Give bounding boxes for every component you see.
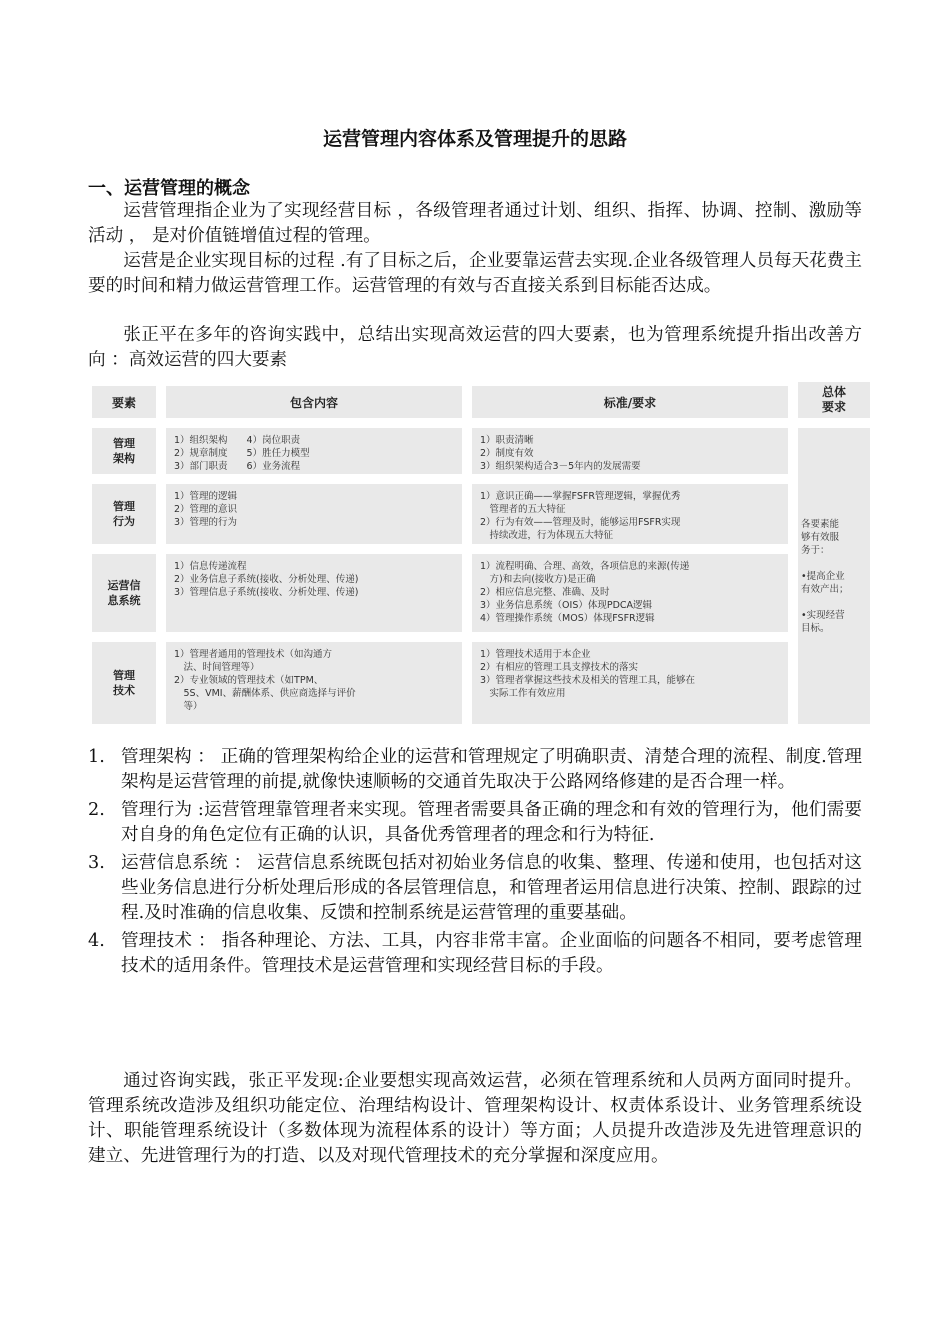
four-elements-figure [92,382,870,724]
list-item [88,798,862,848]
figure-row-standard: 1）流程明确、合理、高效，各项信息的来源(传递 方)和去向(接收方)是正确 2）相应信息完整、准确、及时 3）业务信息系统（OIS）体现PDCA逻辑 4）管理操作系统（MOS）体现FSFR逻辑 [472,554,788,632]
list-item-text: 管理技术 ： 指各种理论、方法、工具，内容非常丰富。企业面临的问题各不相同，要考虑管理技术的适用条件。管理技术是运营管理和实现经营目标的手段。 [121,931,862,976]
four-elements-list [88,745,862,982]
list-item [88,745,862,795]
figure-row-label: 运营信 息系统 [92,554,156,632]
figure-row-label: 管理 架构 [92,428,156,474]
list-item-number: 3. [88,853,105,873]
figure-row-label: 管理 技术 [92,642,156,724]
list-item-number: 1. [88,747,105,767]
figure-row-standard: 1）职责清晰 2）制度有效 3）组织架构适合3－5年内的发展需要 [472,428,788,474]
figure-row-standard: 1）管理技术适用于本企业 2）有相应的管理工具支撑技术的落实 3）管理者掌握这些技术及相关的管理工具，能够在 实际工作有效应用 [472,642,788,724]
figure-row-content: 1）组织架构 4）岗位职责 2）规章制度 5）胜任力模型 3）部门职责 6）业务流程 [166,428,462,474]
figure-overall-summary: 各要素能 够有效服 务于： •提高企业 有效产出； •实现经营 目标。 [798,428,870,724]
paragraph-closing: 通过咨询实践，张正平发现:企业要想实现高效运营，必须在管理系统和人员两方面同时提升。管理系统改造涉及组织功能定位、治理结构设计、管理架构设计、权责体系设计、业务管理系统设计、职能管理系统设计（多数体现为流程体系的设计）等方面；人员提升改造涉及先进管理意识的建立、先进管理行为的打造、以及对现代管理技术的充分掌握和深度应用。 [88,1071,862,1166]
figure-row-content: 1）管理的逻辑 2）管理的意识 3）管理的行为 [166,484,462,544]
list-item-text: 管理架构 ： 正确的管理架构给企业的运营和管理规定了明确职责、清楚合理的流程、制度.管理架构是运营管理的前提,就像快速顺畅的交通首先取决于公路网络修建的是否合理一样。 [121,747,862,792]
figure-row-content: 1）信息传递流程 2）业务信息子系统(接收、分析处理、传递) 3）管理信息子系统(接收、分析处理、传递) [166,554,462,632]
paragraph-operation: 运营是企业实现目标的过程 .有了目标之后，企业要靠运营去实现.企业各级管理人员每天花费主要的时间和精力做运营管理工作。运营管理的有效与否直接关系到目标能否达成。 [88,251,862,296]
list-item-text: 管理行为 :运营管理靠管理者来实现。管理者需要具备正确的理念和有效的管理行为，他们需要对自身的角色定位有正确的认识，具备优秀管理者的理念和行为特征. [121,800,862,845]
list-item-text: 运营信息系统 ： 运营信息系统既包括对初始业务信息的收集、整理、传递和使用，也包括对这些业务信息进行分析处理后形成的各层管理信息，和管理者运用信息进行决策、控制、跟踪的过程.及时准确的信息收集、反馈和控制系统是运营管理的重要基础。 [121,853,862,923]
figure-row-standard: 1）意识正确——掌握FSFR管理逻辑，掌握优秀 管理者的五大特征 2）行为有效——管理及时，能够运用FSFR实现 持续改进，行为体现五大特征 [472,484,788,544]
figure-row-content: 1）管理者通用的管理技术（如沟通方 法、时间管理等） 2）专业领域的管理技术（如TPM、 5S、VMI、薪酬体系、供应商选择与评价 等） [166,642,462,724]
list-item [88,851,862,926]
figure-header-content: 包含内容 [166,386,462,418]
document-title: 运营管理内容体系及管理提升的思路 [322,128,627,150]
list-item-number: 2. [88,800,105,820]
figure-header-element: 要素 [92,386,156,418]
figure-row-label: 管理 行为 [92,484,156,544]
figure-header-overall: 总体 要求 [798,382,870,418]
list-item [88,929,862,979]
figure-header-standard: 标准/要求 [472,386,788,418]
section-heading: 一、运营管理的概念 [88,178,250,199]
paragraph-four-elements-intro: 张正平在多年的咨询实践中，总结出实现高效运营的四大要素，也为管理系统提升指出改善方向 ：高效运营的四大要素 [88,325,862,370]
paragraph-definition: 运营管理指企业为了实现经营目标 ，各级管理者通过计划、组织、指挥、协调、控制、激励等活动 ， 是对价值链增值过程的管理。 [88,201,862,246]
list-item-number: 4. [88,931,105,951]
